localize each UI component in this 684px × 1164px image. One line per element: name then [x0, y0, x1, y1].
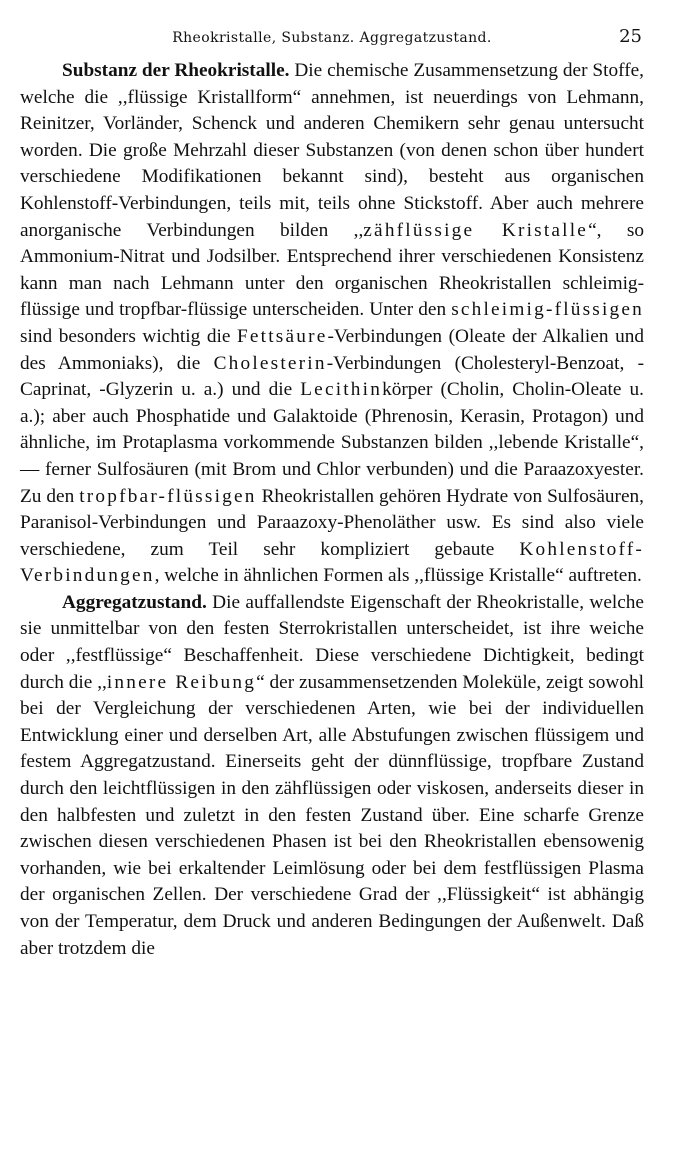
paragraph-heading-substanz: Substanz der Rheokristalle. [62, 60, 290, 81]
spaced-term: Fettsäure [236, 325, 328, 347]
text-run: -Verbindungen (Oleate der Alkalien und des Ammoniaks), die [20, 325, 644, 374]
text-run: Die chemische Zusammensetzung der Stoffe, welche die ,,flüssige Kristallform“ annehmen, ist neuerdings von Lehmann, Reinitzer, Vorländer, Schenck und anderen Chemikern sehr genau untersucht worden. Die große Mehrzahl dieser Substanzen (von denen schon über hundert verschiedene Modifikationen bekannt sind), besteht aus organischen Kohlenstoff-Verbindungen, teils mit, teils ohne Stickstoff. Aber auch mehrere anorganische Verbindungen bilden ,, [20, 60, 644, 241]
text-run: , welche in ähnlichen Formen als ,,flüssige Kristalle“ auftreten. [154, 565, 642, 587]
text-run: “ der zusammensetzenden Moleküle, zeigt sowohl bei der Vergleichung der verschiedenen Arten, wie bei der individuellen Entwicklung einer und derselben Art, alle Abstufungen zwischen flüssigem und festem Aggregatzustand. Einerseits geht der dünnflüssige, tropfbare Zustand durch den leichtflüssigen in den zähflüssigen oder viskosen, anderseits dieser in den halbfesten und zuletzt in den festen Zustand über. Eine scharfe Grenze zwischen diesen verschiedenen Phasen ist bei den Rheokristallen ebensowenig vorhanden, wie bei erkaltender Leimlösung oder bei dem festflüssigen Plasma der organischen Zellen. Der verschiedene Grad der ,,Flüssigkeit“ ist abhängig von der Temperatur, dem Druck und anderen Bedingungen der Außenwelt. Daß aber trotzdem die [20, 671, 644, 959]
paragraph-aggregatzustand [20, 590, 644, 962]
page-number: 25 [619, 26, 642, 47]
text-run: körper (Cholin, Cholin-Oleate u. a.); aber auch Phosphatide und Galaktoide (Phrenosin, Kerasin, Protagon) und ähnliche, im Protaplasma vorkommende Substanzen bilden ,,lebende Kristalle“, — ferner Sulfosäuren (mit Brom und Chlor verbunden) und die Paraazoxyester. Zu den [20, 379, 644, 507]
spaced-term: schleimig-flüssigen [451, 299, 644, 321]
text-run: sind besonders wichtig die [20, 325, 237, 347]
spaced-term: Kohlenstoff-Verbindungen [20, 538, 644, 587]
book-page [20, 26, 645, 962]
text-run: -Verbindungen (Cholesteryl-Benzoat, -Caprinat, -Glyzerin u. a.) und die [20, 352, 645, 401]
paragraph-substanz [20, 58, 644, 590]
spaced-term: tropfbar-flüssigen [79, 485, 257, 507]
text-run: “, so Ammonium-Nitrat und Jodsilber. Entsprechend ihrer verschiedenen Konsistenz kann man nach Lehmann unter den organischen Rheokristallen schleimig-flüssige und tropfbar-flüssige unterscheiden. Unter den [20, 219, 645, 321]
running-head [20, 26, 644, 58]
paragraph-heading-aggregatzustand: Aggregatzustand. [62, 591, 207, 613]
running-head-title: Rheokristalle, Substanz. Aggregatzustand. [172, 30, 492, 46]
body-text [20, 58, 644, 962]
text-run: Rheokristallen gehören Hydrate von Sulfosäuren, Paranisol-Verbindungen und Paraazoxy-Phenoläther usw. Es sind also viele verschiedene, zum Teil sehr kompliziert gebaute [20, 485, 644, 560]
spaced-term: Lecithin [300, 379, 383, 401]
text-run: Die auffallendste Eigenschaft der Rheokristalle, welche sie unmittelbar von den festen Sterrokristallen unterscheidet, ist ihre weiche oder ,,festflüssige“ Beschaffenheit. Diese verschiedene Dichtigkeit, bedingt durch die ,, [20, 591, 644, 693]
spaced-term: zähflüssige Kristalle [363, 219, 589, 241]
spaced-term: Cholesterin [213, 352, 327, 374]
spaced-term: innere Reibung [106, 671, 257, 693]
